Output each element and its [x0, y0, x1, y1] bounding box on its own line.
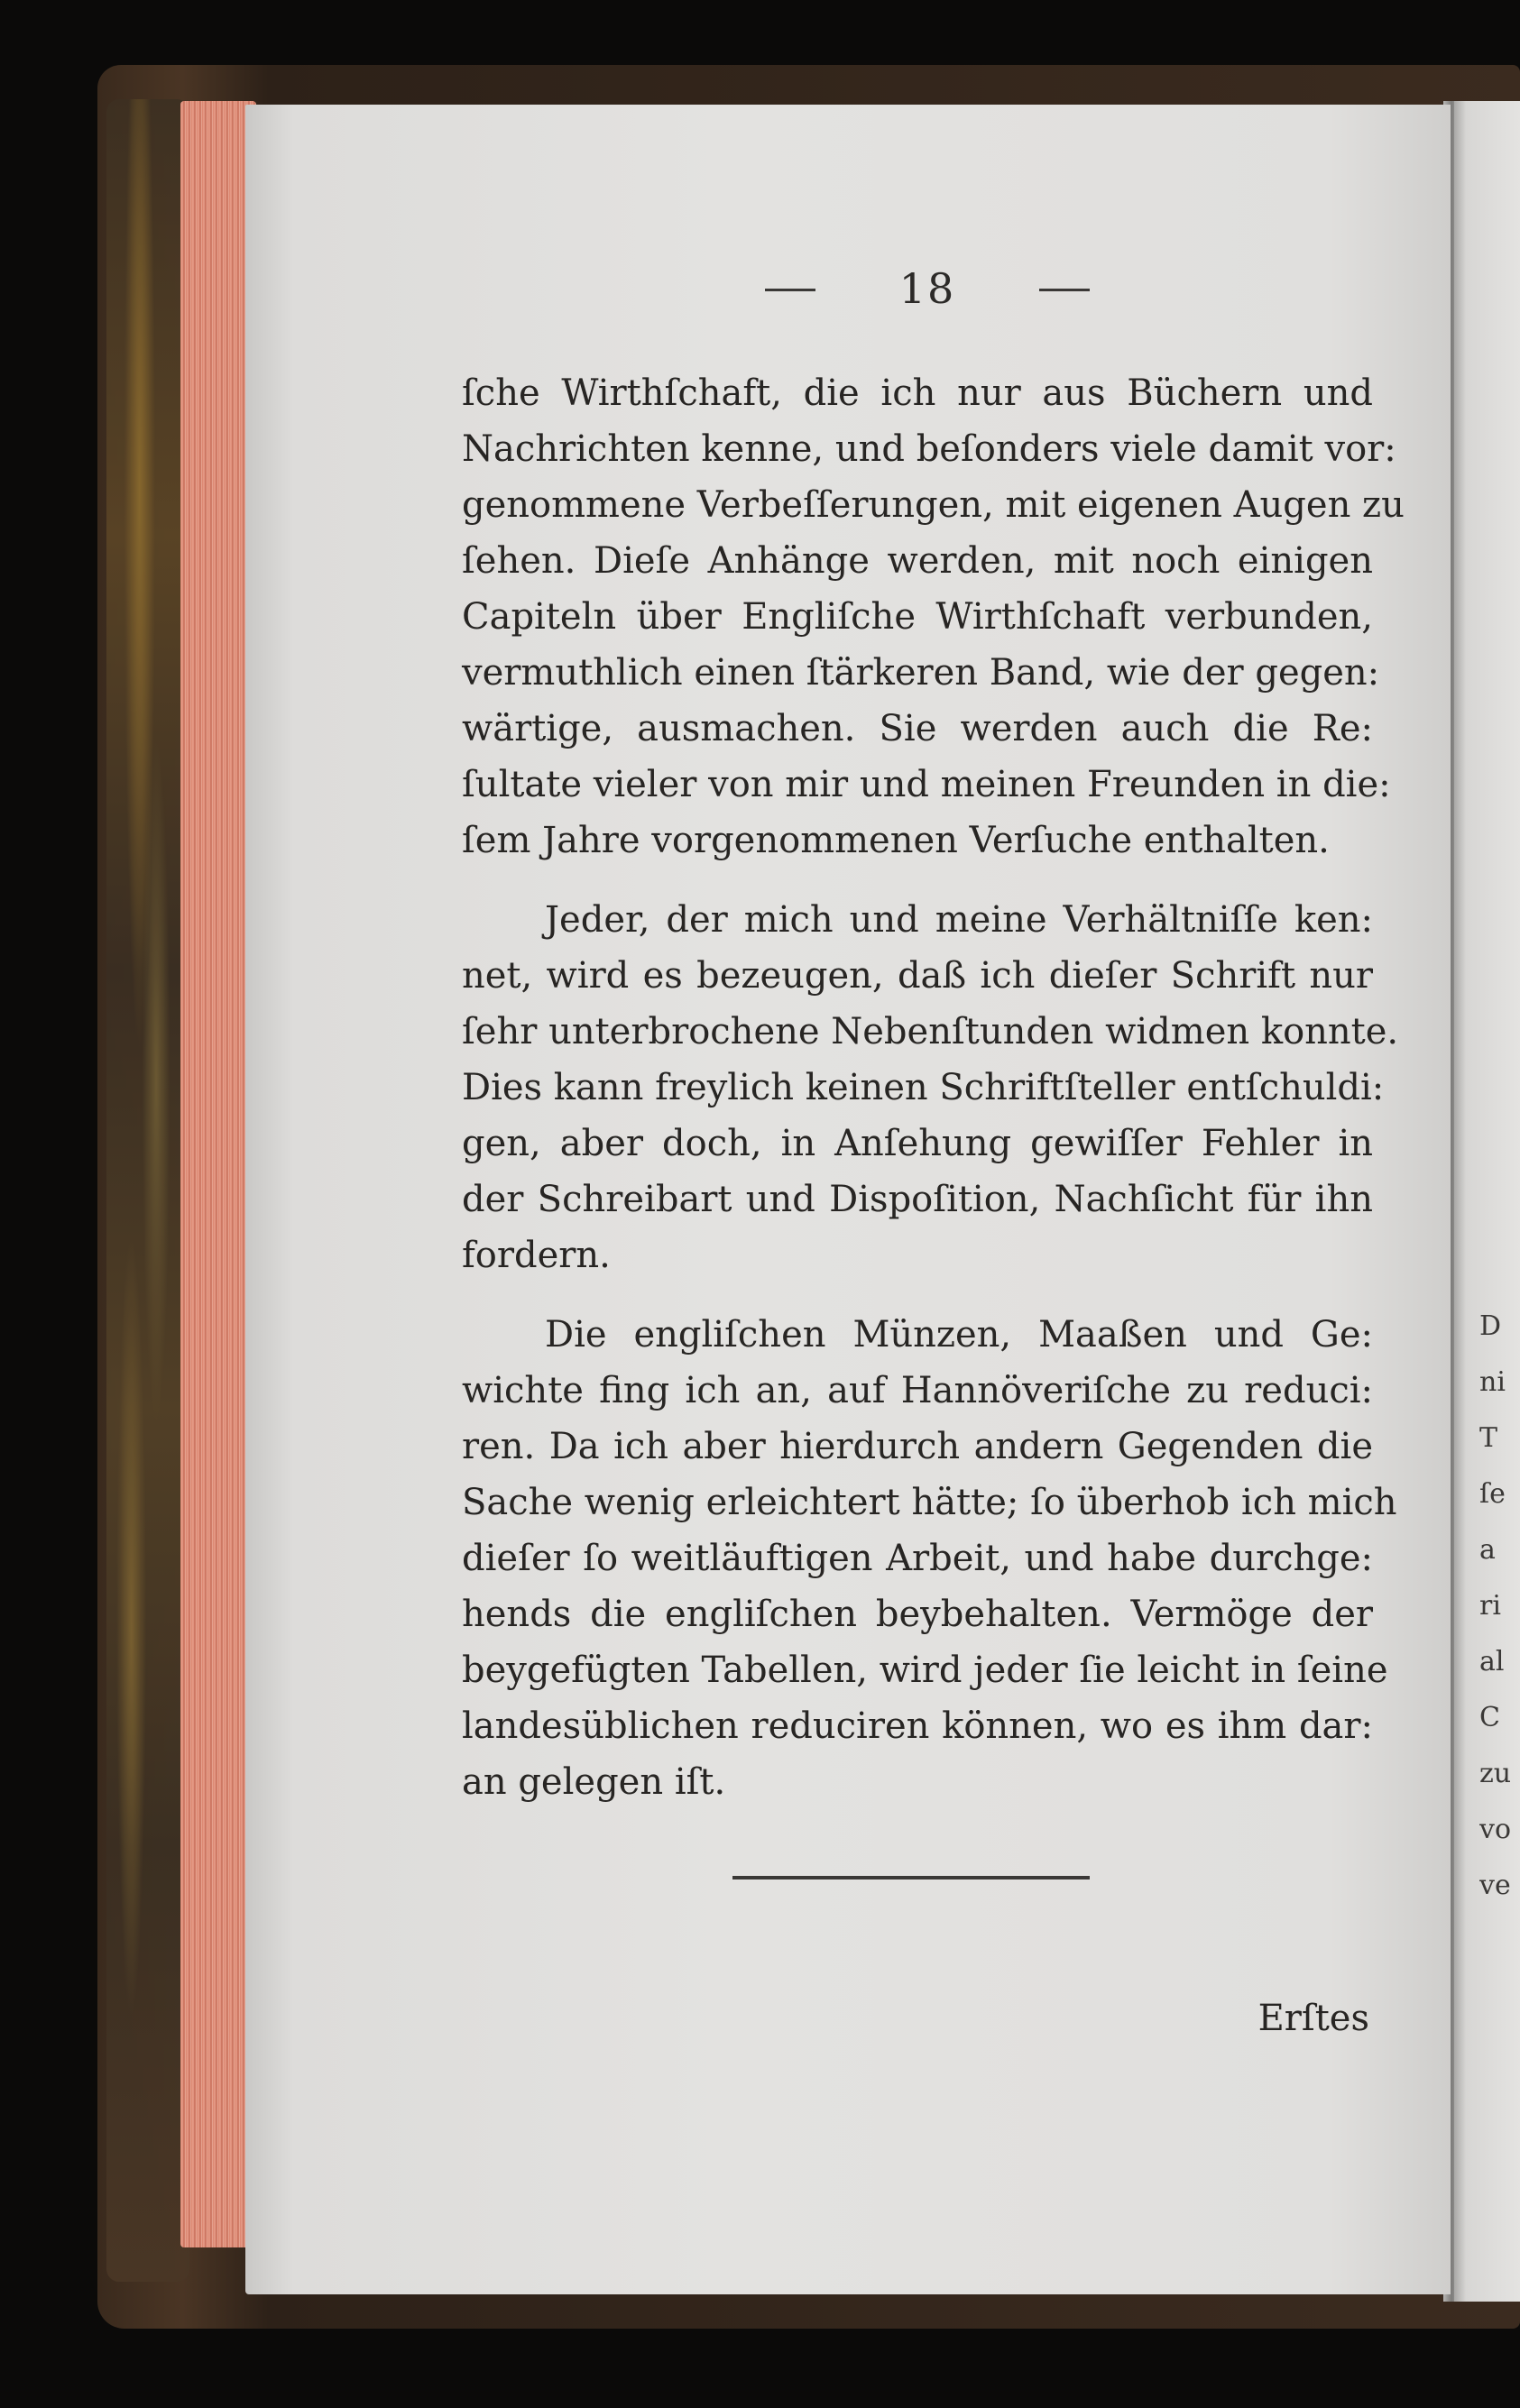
- text-line: hends die engliſchen beybehalten. Vermöge der: [462, 1594, 1373, 1635]
- marbled-spine: [106, 99, 189, 2282]
- facing-page-fragment: vo: [1479, 1814, 1512, 1845]
- page-number: 18: [898, 264, 956, 313]
- facing-page: [1454, 101, 1520, 2302]
- text-line: wärtige, ausmachen. Sie werden auch die Re:: [462, 708, 1373, 749]
- text-line: Sache wenig erleichtert hätte; ſo überhob ich mich: [462, 1482, 1397, 1523]
- text-line: ſche Wirthſchaft, die ich nur aus Büchern und: [462, 372, 1373, 414]
- text-line: Die engliſchen Münzen, Maaßen und Ge:: [545, 1314, 1373, 1356]
- text-line: wichte fing ich an, auf Hannöveriſche zu reduci:: [462, 1370, 1373, 1411]
- text-line: vermuthlich einen ſtärkeren Band, wie der gegen:: [462, 652, 1380, 694]
- facing-page-fragment: al: [1479, 1646, 1505, 1677]
- text-line: Capiteln über Engliſche Wirthſchaft verbunden,: [462, 596, 1373, 638]
- header-dash-right: [1039, 289, 1090, 291]
- facing-page-fragment: D: [1479, 1310, 1502, 1342]
- text-line: gen, aber doch, in Anſehung gewiſſer Fehler in: [462, 1123, 1373, 1164]
- facing-page-fragment: ri: [1479, 1590, 1501, 1622]
- text-line: Dies kann freylich keinen Schriftſteller entſchuldi:: [462, 1067, 1385, 1108]
- facing-page-fragment: T: [1479, 1422, 1498, 1454]
- text-line: ſehen. Dieſe Anhänge werden, mit noch einigen: [462, 540, 1373, 582]
- text-line: an gelegen iſt.: [462, 1761, 726, 1803]
- facing-page-fragment: ve: [1479, 1870, 1511, 1901]
- text-line: dieſer ſo weitläuftigen Arbeit, und habe durchge:: [462, 1538, 1373, 1579]
- text-line: Jeder, der mich und meine Verhältniſſe ken:: [545, 899, 1373, 941]
- facing-page-text: [1479, 1299, 1520, 1914]
- text-line: Nachrichten kenne, und beſonders viele damit vor:: [462, 428, 1396, 470]
- facing-page-fragment: C: [1479, 1702, 1500, 1733]
- text-line: net, wird es bezeugen, daß ich dieſer Schrift nur: [462, 955, 1373, 997]
- body-text: [462, 365, 1405, 1810]
- paragraph: [462, 365, 1405, 869]
- facing-page-fragment: zu: [1479, 1758, 1512, 1789]
- text-line: beygefügten Tabellen, wird jeder ſie leicht in ſeine: [462, 1650, 1388, 1691]
- section-rule: [732, 1876, 1090, 1880]
- text-line: der Schreibart und Dispoſition, Nachſicht für ihn: [462, 1179, 1373, 1220]
- facing-page-fragment: ni: [1479, 1366, 1506, 1398]
- text-line: ren. Da ich aber hierdurch andern Gegenden die: [462, 1426, 1373, 1467]
- text-line: ſem Jahre vorgenommenen Verſuche enthalten.: [462, 820, 1330, 861]
- paragraph: [462, 1307, 1397, 1810]
- text-line: fordern.: [462, 1235, 611, 1276]
- text-line: genommene Verbeſſerungen, mit eigenen Augen zu: [462, 484, 1405, 526]
- page-header: [765, 262, 1090, 316]
- text-line: ſehr unterbrochene Nebenſtunden widmen konnte.: [462, 1011, 1399, 1052]
- facing-page-fragment: ſe: [1479, 1478, 1506, 1510]
- paragraph: [462, 892, 1399, 1283]
- catchword: Erſtes: [1257, 1998, 1369, 2039]
- text-line: ſultate vieler von mir und meinen Freunden in die:: [462, 764, 1391, 805]
- text-line: landesüblichen reduciren können, wo es ihm dar:: [462, 1705, 1373, 1747]
- header-dash-left: [765, 289, 815, 291]
- facing-page-fragment: a: [1479, 1534, 1496, 1566]
